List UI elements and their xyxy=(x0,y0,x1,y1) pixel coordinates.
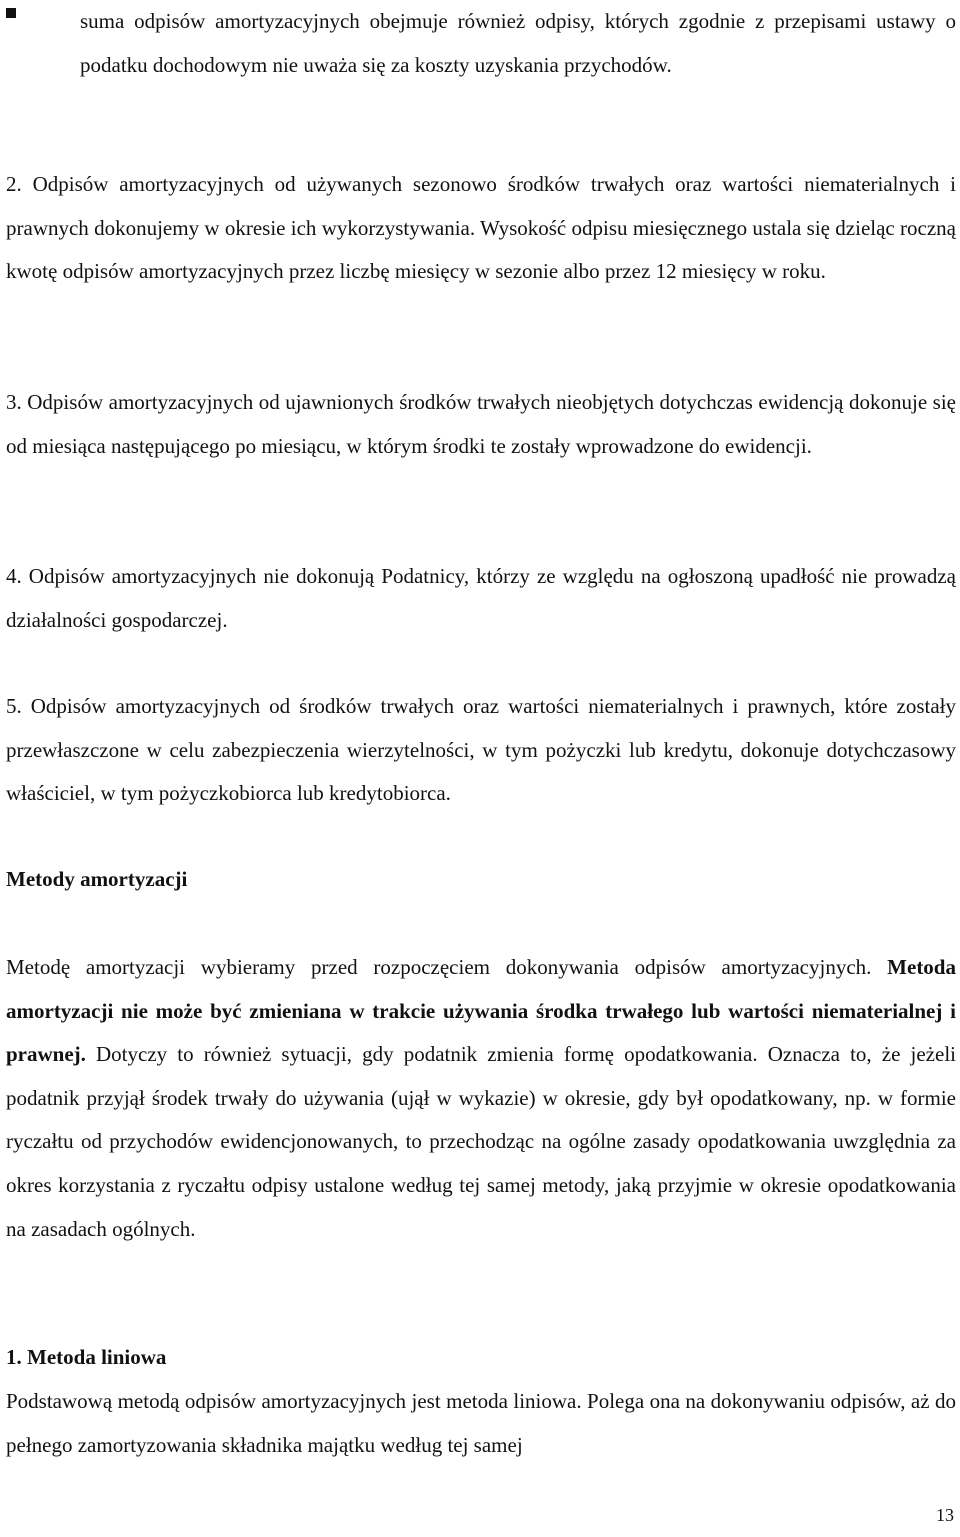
square-bullet-icon xyxy=(6,8,16,18)
list-item: 5. Odpisów amortyzacyjnych od środków trwałych oraz wartości niematerialnych i prawnych, które zostały przewłaszczone w celu zabezpieczenia wierzytelności, w tym pożyczki lub kredytu, dokonuje dotychczasowy właściciel, w tym pożyczkobiorca lub kredytobiorca. xyxy=(6,694,956,806)
section-paragraph xyxy=(6,946,956,1251)
bullet-text: suma odpisów amortyzacyjnych obejmuje również odpisy, których zgodnie z przepisami ustawy o podatku dochodowym nie uważa się za koszty uzyskania przychodów. xyxy=(80,9,956,77)
section-heading: Metody amortyzacji xyxy=(6,867,188,891)
list-item: 3. Odpisów amortyzacyjnych od ujawnionych środków trwałych nieobjętych dotychczas ewidencją dokonuje się od miesiąca następującego po miesiącu, w którym środki te zostały wprowadzone do ewidencji. xyxy=(6,390,956,458)
list-item: 2. Odpisów amortyzacyjnych od używanych sezonowo środków trwałych oraz wartości niematerialnych i prawnych dokonujemy w okresie ich wykorzystywania. Wysokość odpisu miesięcznego ustala się dzieląc roczną kwotę odpisów amortyzacyjnych przez liczbę miesięcy w sezonie albo przez 12 miesięcy w roku. xyxy=(6,172,956,284)
bullet-item xyxy=(6,0,956,87)
section-paragraph: Podstawową metodą odpisów amortyzacyjnych jest metoda liniowa. Polega ona na dokonywaniu odpisów, aż do pełnego zamortyzowania składnika majątku według tej samej xyxy=(6,1389,956,1457)
paragraph-text: Metodę amortyzacji wybieramy przed rozpoczęciem dokonywania odpisów amortyzacyjnych. xyxy=(6,955,888,979)
paragraph-text: Dotyczy to również sytuacji, gdy podatnik zmienia formę opodatkowania. Oznacza to, że jeżeli podatnik przyjął środek trwały do używania (ujął w wykazie) w okresie, gdy był opodatkowany, np. w formie ryczałtu od przychodów ewidencjonowanych, to przechodząc na ogólne zasady opodatkowania uwzględnia za okres korzystania z ryczałtu odpisy ustalone według tej samej metody, jaką przyjmie w okresie opodatkowania na zasadach ogólnych. xyxy=(6,1042,956,1241)
subsection-heading: 1. Metoda liniowa xyxy=(6,1345,167,1369)
paragraph-bold-text: Metoda amortyzacji nie może być zmieniana w trakcie używania środka trwałego lub wartości niematerialnej i prawnej. xyxy=(6,955,956,1067)
page-number: 13 xyxy=(936,1505,954,1525)
list-item: 4. Odpisów amortyzacyjnych nie dokonują Podatnicy, którzy ze względu na ogłoszoną upadłość nie prowadzą działalności gospodarczej. xyxy=(6,564,956,632)
